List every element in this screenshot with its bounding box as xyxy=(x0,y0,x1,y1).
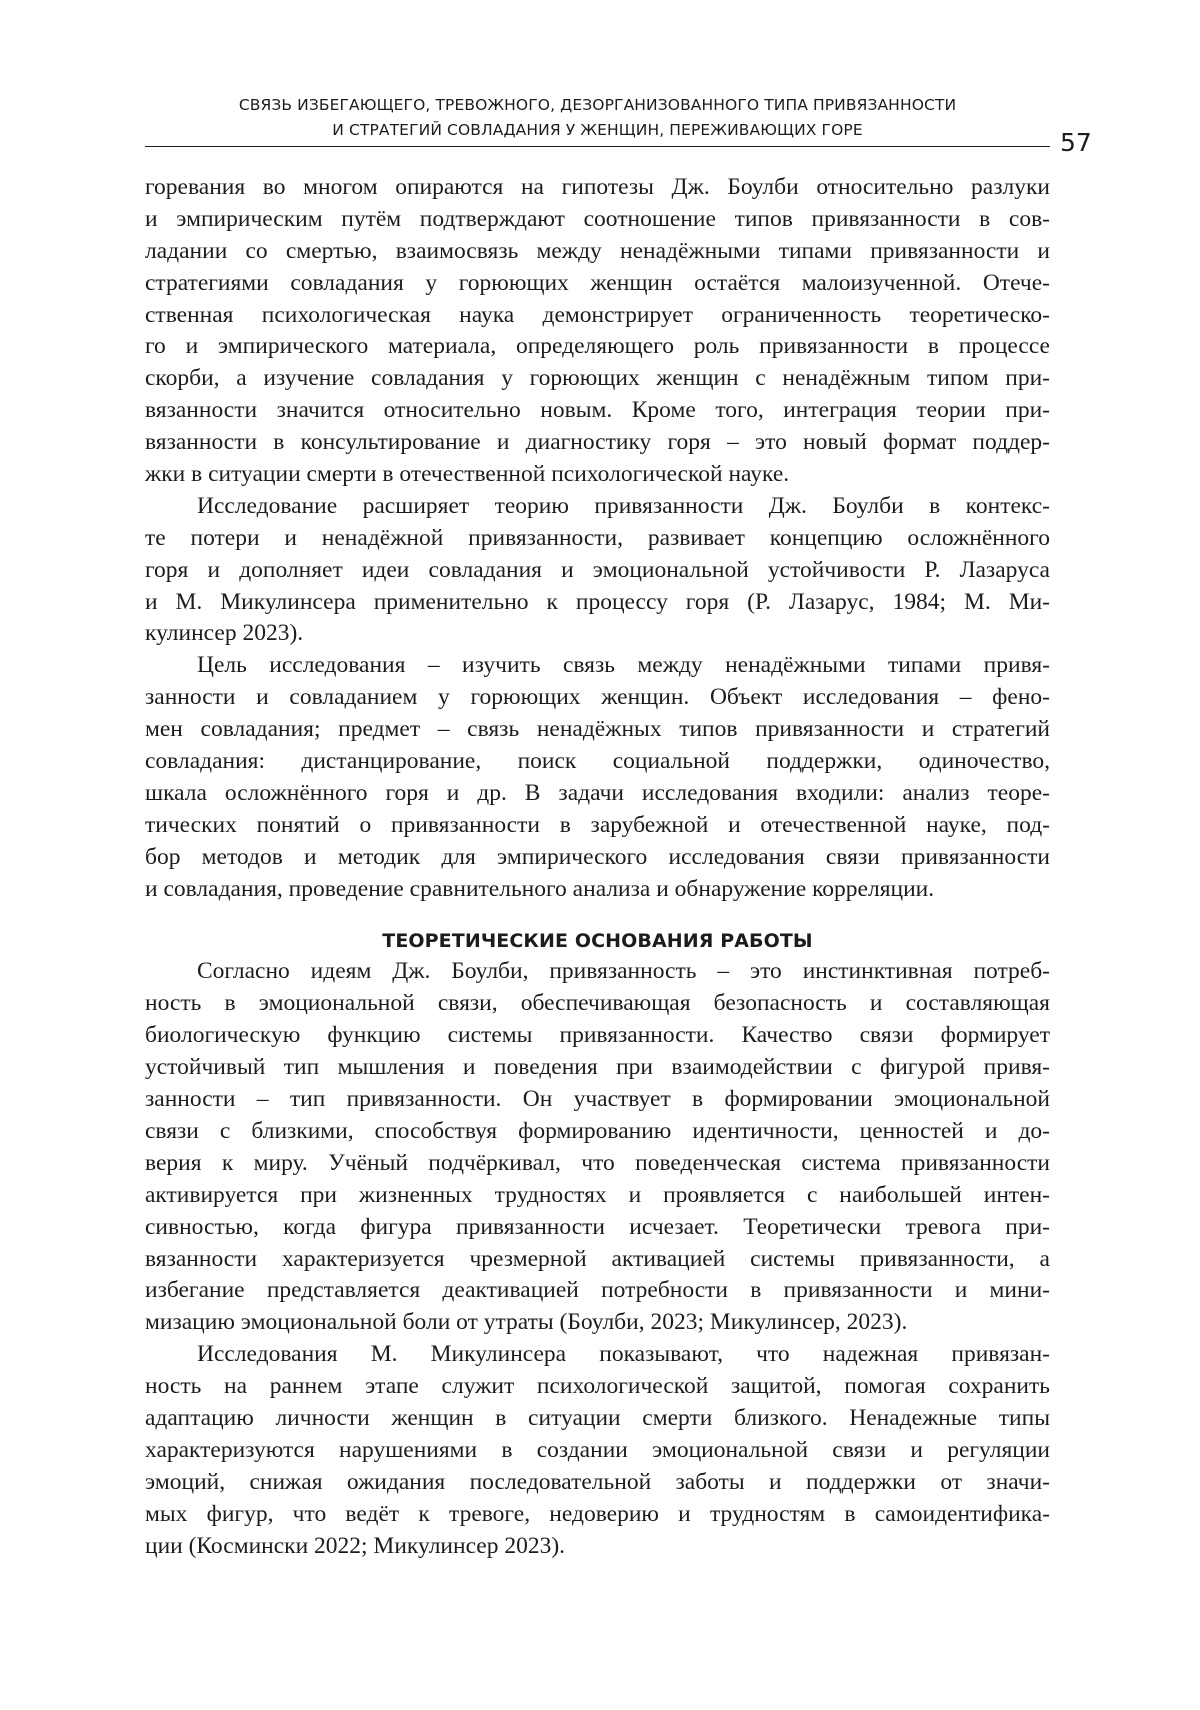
paragraph xyxy=(145,1339,1050,1562)
running-title-line-2: И СТРАТЕГИЙ СОВЛАДАНИЯ У ЖЕНЩИН, ПЕРЕЖИВАЮЩИХ ГОРЕ xyxy=(332,121,863,139)
text-line: и эмпирическим путём подтверждают соотношение типов привязанности в сов- xyxy=(145,205,1050,232)
text-line: те потери и ненадёжной привязанности, развивает концепцию осложнённого xyxy=(145,524,1050,551)
text-line: эмоций, снижая ожидания последовательной заботы и поддержки от значи- xyxy=(145,1468,1050,1495)
text-line: бор методов и методик для эмпирического исследования связи привязанности xyxy=(145,843,1050,870)
text-line: шкала осложнённого горя и др. В задачи исследования входили: анализ теоре- xyxy=(145,779,1050,806)
text-line: совладания: дистанцирование, поиск социальной поддержки, одиночество, xyxy=(145,748,1050,775)
text-line: активируется при жизненных трудностях и проявляется с наибольшей интен- xyxy=(145,1181,1050,1208)
text-line: вязанности в консультирование и диагностику горя – это новый формат поддер- xyxy=(145,429,1050,456)
text-line: мен совладания; предмет – связь ненадёжных типов привязанности и стратегий xyxy=(145,716,1050,743)
running-title-line-1: СВЯЗЬ ИЗБЕГАЮЩЕГО, ТРЕВОЖНОГО, ДЕЗОРГАНИЗОВАННОГО ТИПА ПРИВЯЗАННОСТИ xyxy=(238,96,957,114)
paragraph xyxy=(145,956,1050,1339)
text-line: занности и совладанием у горюющих женщин. Объект исследования – фено- xyxy=(145,684,1050,711)
text-line: занности – тип привязанности. Он участвует в формировании эмоциональной xyxy=(145,1086,1050,1113)
paragraph xyxy=(145,650,1050,905)
text-line: жки в ситуации смерти в отечественной психологической науке. xyxy=(145,461,790,488)
text-line: биологическую функцию системы привязанности. Качество связи формирует xyxy=(145,1022,1050,1049)
section-heading: ТЕОРЕТИЧЕСКИЕ ОСНОВАНИЯ РАБОТЫ xyxy=(382,930,813,953)
text-line: и М. Микулинсера применительно к процессу горя (Р. Лазарус, 1984; М. Ми- xyxy=(145,588,1050,615)
body-text xyxy=(145,172,1050,1562)
text-line: устойчивый тип мышления и поведения при взаимодействии с фигурой привя- xyxy=(145,1054,1050,1081)
text-line: связи с близкими, способствуя формированию идентичности, ценностей и до- xyxy=(145,1117,1050,1144)
text-line: стратегиями совладания у горюющих женщин остаётся малоизученной. Отече- xyxy=(145,269,1050,296)
header-rule xyxy=(145,146,1050,147)
text-line: ность на раннем этапе служит психологической защитой, помогая сохранить xyxy=(145,1373,1050,1400)
text-line: го и эмпирического материала, определяющего роль привязанности в процессе xyxy=(145,333,1050,360)
text-line: верия к миру. Учёный подчёркивал, что поведенческая система привязанности xyxy=(145,1149,1050,1176)
running-head xyxy=(145,93,1050,143)
text-line: горевания во многом опираются на гипотезы Дж. Боулби относительно разлуки xyxy=(145,174,1050,200)
text-line: тических понятий о привязанности в зарубежной и отечественной науке, под- xyxy=(145,811,1050,838)
page-number: 57 xyxy=(1060,128,1092,157)
text-line: ции (Космински 2022; Микулинсер 2023). xyxy=(145,1532,566,1559)
text-line: избегание представляется деактивацией потребности в привязанности и мини- xyxy=(145,1277,1050,1304)
text-line: ладании со смертью, взаимосвязь между ненадёжными типами привязанности и xyxy=(145,237,1050,264)
text-line: мизацию эмоциональной боли от утраты (Боулби, 2023; Микулинсер, 2023). xyxy=(145,1309,908,1336)
text-line: мых фигур, что ведёт к тревоге, недоверию и трудностям в самоидентифика- xyxy=(145,1500,1050,1527)
text-line: Согласно идеям Дж. Боулби, привязанность – это инстинктивная потреб- xyxy=(197,958,1050,985)
text-line: сивностью, когда фигура привязанности исчезает. Теоретически тревога при- xyxy=(145,1213,1050,1240)
paragraph xyxy=(145,491,1050,650)
text-line: Исследование расширяет теорию привязанности Дж. Боулби в контекс- xyxy=(197,492,1050,519)
text-line: кулинсер 2023). xyxy=(145,620,304,647)
text-line: Исследования М. Микулинсера показывают, что надежная привязан- xyxy=(197,1341,1050,1368)
text-line: вязанности значится относительно новым. Кроме того, интеграция теории при- xyxy=(145,397,1050,424)
text-line: адаптацию личности женщин в ситуации смерти близкого. Ненадежные типы xyxy=(145,1404,1050,1431)
text-line: вязанности характеризуется чрезмерной активацией системы привязанности, а xyxy=(145,1245,1050,1272)
text-line: горя и дополняет идеи совладания и эмоциональной устойчивости Р. Лазаруса xyxy=(145,556,1050,583)
text-line: ственная психологическая наука демонстрирует ограниченность теоретическо- xyxy=(145,301,1050,328)
text-line: Цель исследования – изучить связь между ненадёжными типами привя- xyxy=(197,652,1050,679)
text-line: и совладания, проведение сравнительного анализа и обнаружение корреляции. xyxy=(145,875,935,902)
text-line: характеризуются нарушениями в создании эмоциональной связи и регуляции xyxy=(145,1436,1050,1463)
text-line: ность в эмоциональной связи, обеспечивающая безопасность и составляющая xyxy=(145,990,1050,1017)
paragraph xyxy=(145,172,1050,491)
text-line: скорби, а изучение совладания у горюющих женщин с ненадёжным типом при- xyxy=(145,365,1050,392)
